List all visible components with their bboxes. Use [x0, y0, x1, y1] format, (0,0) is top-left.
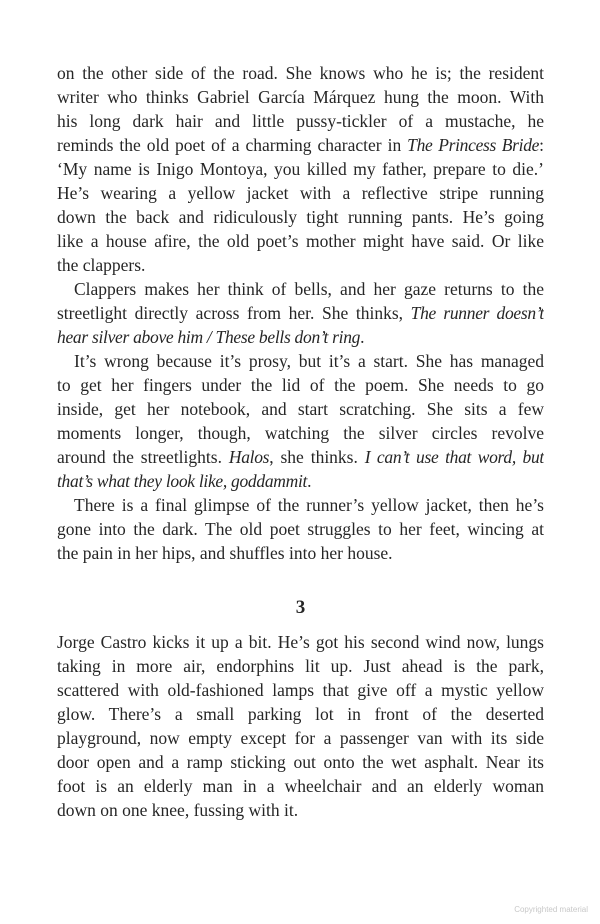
text-line [57, 277, 544, 301]
text-segment: glow. There’s a small parking lot in front of the deserted [57, 704, 544, 724]
text-line [57, 774, 544, 798]
text-segment: . [307, 471, 312, 491]
text-segment: gone into the dark. The old poet struggles to her feet, wincing at [57, 519, 544, 539]
text-segment: playground, now empty except for a passenger van with its side [57, 728, 544, 748]
text-line [57, 750, 544, 774]
text-line [57, 493, 544, 517]
text-line [57, 157, 544, 181]
text-segment: Clappers makes her think of bells, and her gaze returns to the [74, 279, 544, 299]
text-line [57, 702, 544, 726]
text-segment: , she thinks. [269, 447, 365, 467]
text-line [57, 61, 544, 85]
text-segment: to get her fingers under the lid of the poem. She needs to go [57, 375, 544, 395]
text-line [57, 109, 544, 133]
text-line [57, 541, 544, 565]
text-segment: foot is an elderly man in a wheelchair and an elderly woman [57, 776, 544, 796]
paragraph [57, 61, 544, 277]
text-segment: his long dark hair and little pussy-tickler of a mustache, he [57, 111, 544, 131]
text-segment: writer who thinks Gabriel García Márquez hung the moon. With [57, 87, 544, 107]
text-segment: on the other side of the road. She knows who he is; the resident [57, 63, 544, 83]
text-segment: streetlight directly across from her. She thinks, [57, 303, 411, 323]
text-line [57, 349, 544, 373]
text-line [57, 85, 544, 109]
text-line [57, 181, 544, 205]
italic-text: Halos [228, 447, 270, 467]
text-line [57, 469, 544, 493]
text-segment: down the back and ridiculously tight running pants. He’s going [57, 207, 544, 227]
text-line [57, 654, 544, 678]
book-page-text [57, 61, 544, 822]
paragraph [57, 493, 544, 565]
text-segment: : [539, 135, 544, 155]
text-segment: inside, get her notebook, and start scratching. She sits a few [57, 399, 544, 419]
text-line [57, 325, 544, 349]
text-segment: scattered with old-fashioned lamps that give off a mystic yellow [57, 680, 544, 700]
section-3-opening [57, 630, 544, 822]
text-line [57, 798, 544, 822]
italic-text: I can’t use that word, but [364, 447, 544, 467]
text-segment: the clappers. [57, 255, 146, 275]
text-segment: around the streetlights. [57, 447, 229, 467]
text-segment: It’s wrong because it’s prosy, but it’s a start. She has managed [74, 351, 544, 371]
italic-text: hear silver above him / These bells don’t ring [57, 327, 361, 347]
text-segment: like a house afire, the old poet’s mother might have said. Or like [57, 231, 544, 251]
text-segment: There is a final glimpse of the runner’s yellow jacket, then he’s [74, 495, 544, 515]
text-segment: taking in more air, endorphins lit up. Just ahead is the park, [57, 656, 544, 676]
text-line [57, 205, 544, 229]
text-line [57, 726, 544, 750]
italic-text: The Princess Bride [407, 135, 540, 155]
paragraph [57, 349, 544, 493]
text-line [57, 445, 544, 469]
text-segment: the pain in her hips, and shuffles into her house. [57, 543, 393, 563]
paragraph [57, 277, 544, 349]
text-segment: door open and a ramp sticking out onto the wet asphalt. Near its [57, 752, 544, 772]
text-line [57, 373, 544, 397]
text-segment: . [360, 327, 365, 347]
text-line [57, 133, 544, 157]
text-line [57, 630, 544, 654]
text-line [57, 253, 544, 277]
text-line [57, 229, 544, 253]
text-line [57, 301, 544, 325]
italic-text: that’s what they look like, goddammit [57, 471, 308, 491]
text-segment: down on one knee, fussing with it. [57, 800, 299, 820]
text-segment: ‘My name is Inigo Montoya, you killed my father, prepare to die.’ [57, 159, 544, 179]
text-segment: reminds the old poet of a charming character in [57, 135, 408, 155]
copyright-watermark: Copyrighted material [514, 905, 588, 914]
text-line [57, 397, 544, 421]
section-2-ending [57, 61, 544, 565]
italic-text: The runner doesn’t [410, 303, 544, 323]
text-line [57, 678, 544, 702]
text-segment: moments longer, though, watching the silver circles revolve [57, 423, 544, 443]
text-segment: He’s wearing a yellow jacket with a reflective stripe running [57, 183, 544, 203]
text-line [57, 421, 544, 445]
chapter-section-heading: 3 [295, 597, 306, 618]
text-segment: Jorge Castro kicks it up a bit. He’s got his second wind now, lungs [57, 632, 544, 652]
text-line [57, 517, 544, 541]
paragraph [57, 630, 544, 822]
